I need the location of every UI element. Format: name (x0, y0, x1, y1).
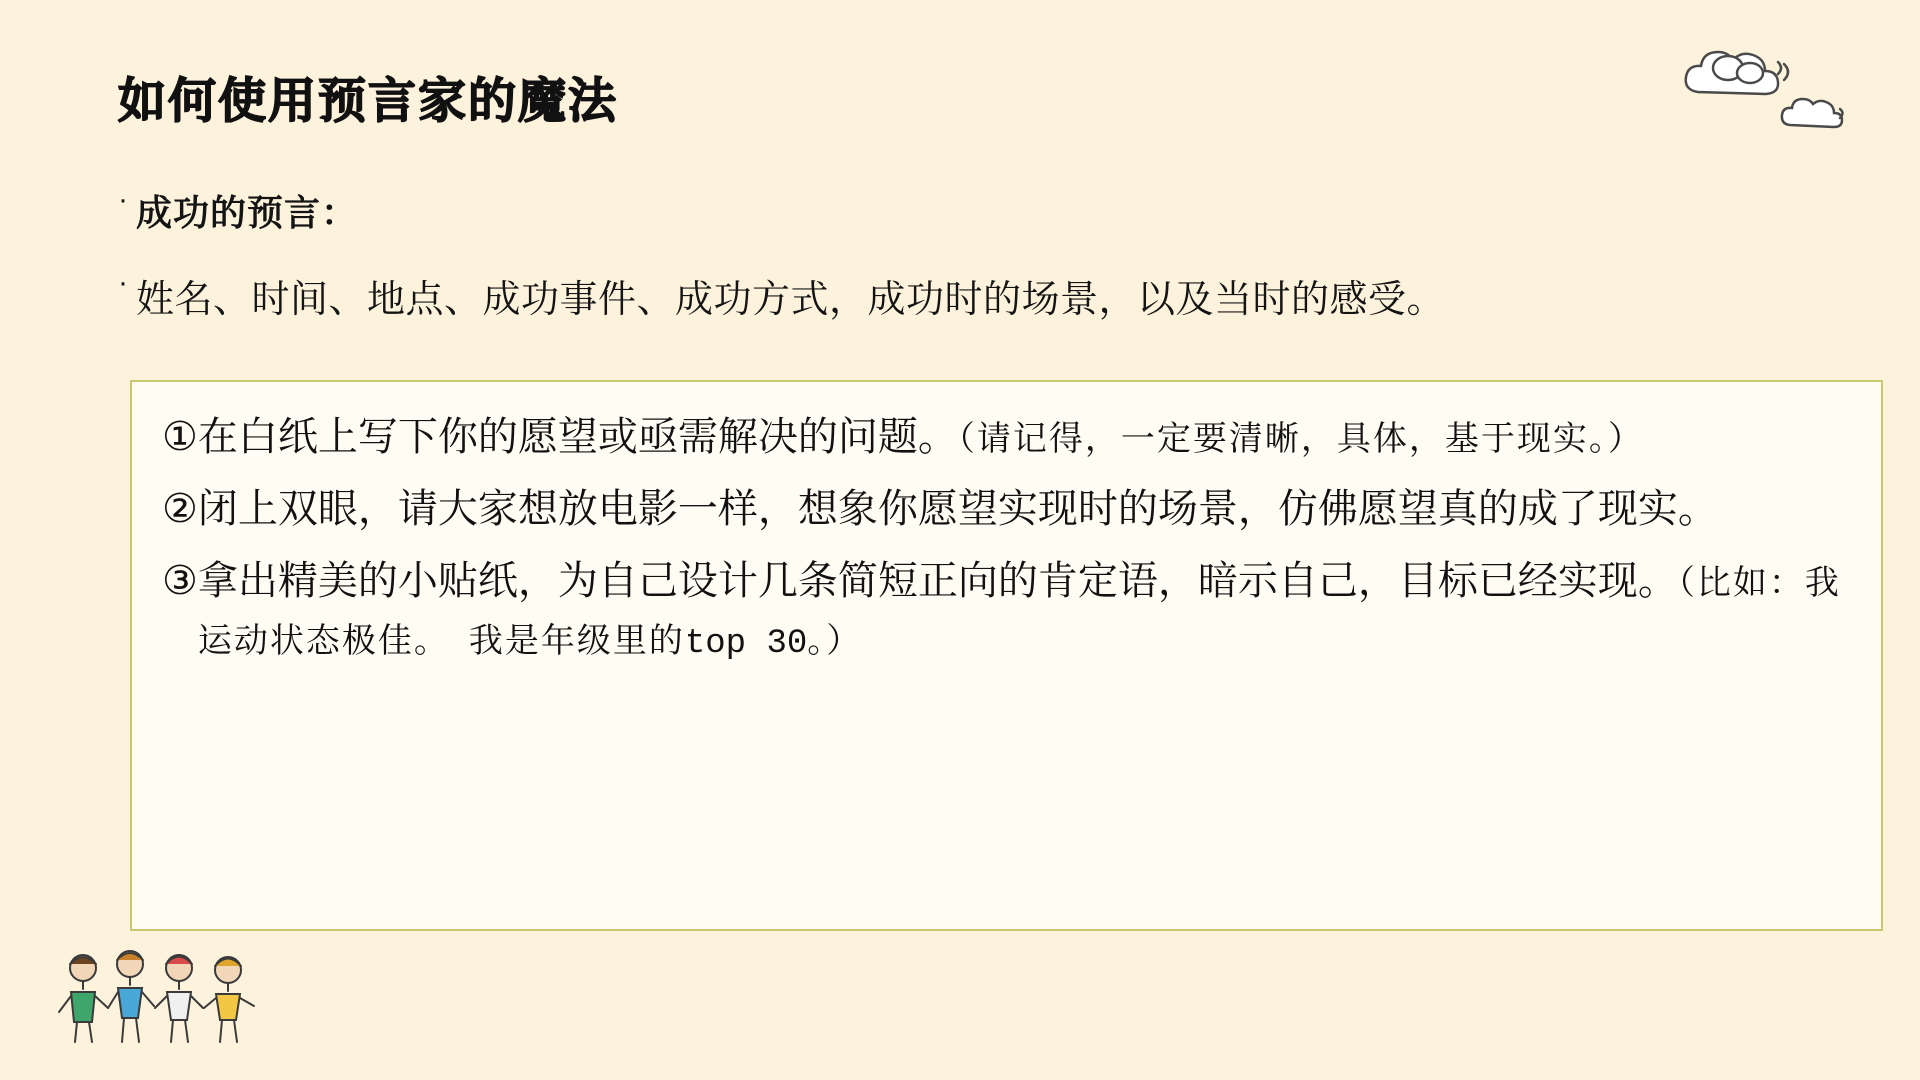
list-item (162, 480, 1855, 538)
step-text (198, 480, 1855, 538)
list-item (162, 408, 1855, 466)
step-note-mono: top 30 (684, 625, 808, 663)
bullet-text: 姓名、时间、地点、成功事件、成功方式，成功时的场景，以及当时的感受。 (136, 279, 1446, 321)
children-illustration (55, 948, 280, 1058)
step-number: ② (162, 487, 198, 531)
list-item (162, 552, 1855, 669)
bullet-marker-icon: · (118, 183, 128, 216)
page-title: 如何使用预言家的魔法 (118, 75, 619, 128)
bullet-item (118, 268, 1445, 323)
bullet-text: 成功的预言： (136, 192, 359, 233)
step-main-text: 拿出精美的小贴纸，为自己设计几条简短正向的肯定语，暗示自己，目标已经实现。 (197, 559, 1678, 603)
step-text (198, 408, 1838, 466)
step-note-tail: 。） (807, 623, 863, 660)
step-number: ① (162, 415, 198, 459)
step-number: ③ (162, 559, 198, 603)
step-note-text: （请记得，一定要清晰，具体，基于现实。） (957, 421, 1644, 458)
step-note-text: （比如：我运动状态极佳。 我是年级里的 (197, 565, 1841, 660)
instructions-box (130, 380, 1883, 931)
step-text (198, 552, 1855, 669)
cloud-icon (1670, 40, 1860, 140)
bullet-marker-icon: · (118, 266, 128, 299)
step-main-text: 在白纸上写下你的愿望或亟需解决的问题。 (197, 415, 958, 459)
step-main-text: 闭上双眼，请大家想放电影一样，想象你愿望实现时的场景，仿佛愿望真的成了现实。 (197, 487, 1718, 531)
bullet-item (118, 185, 358, 236)
